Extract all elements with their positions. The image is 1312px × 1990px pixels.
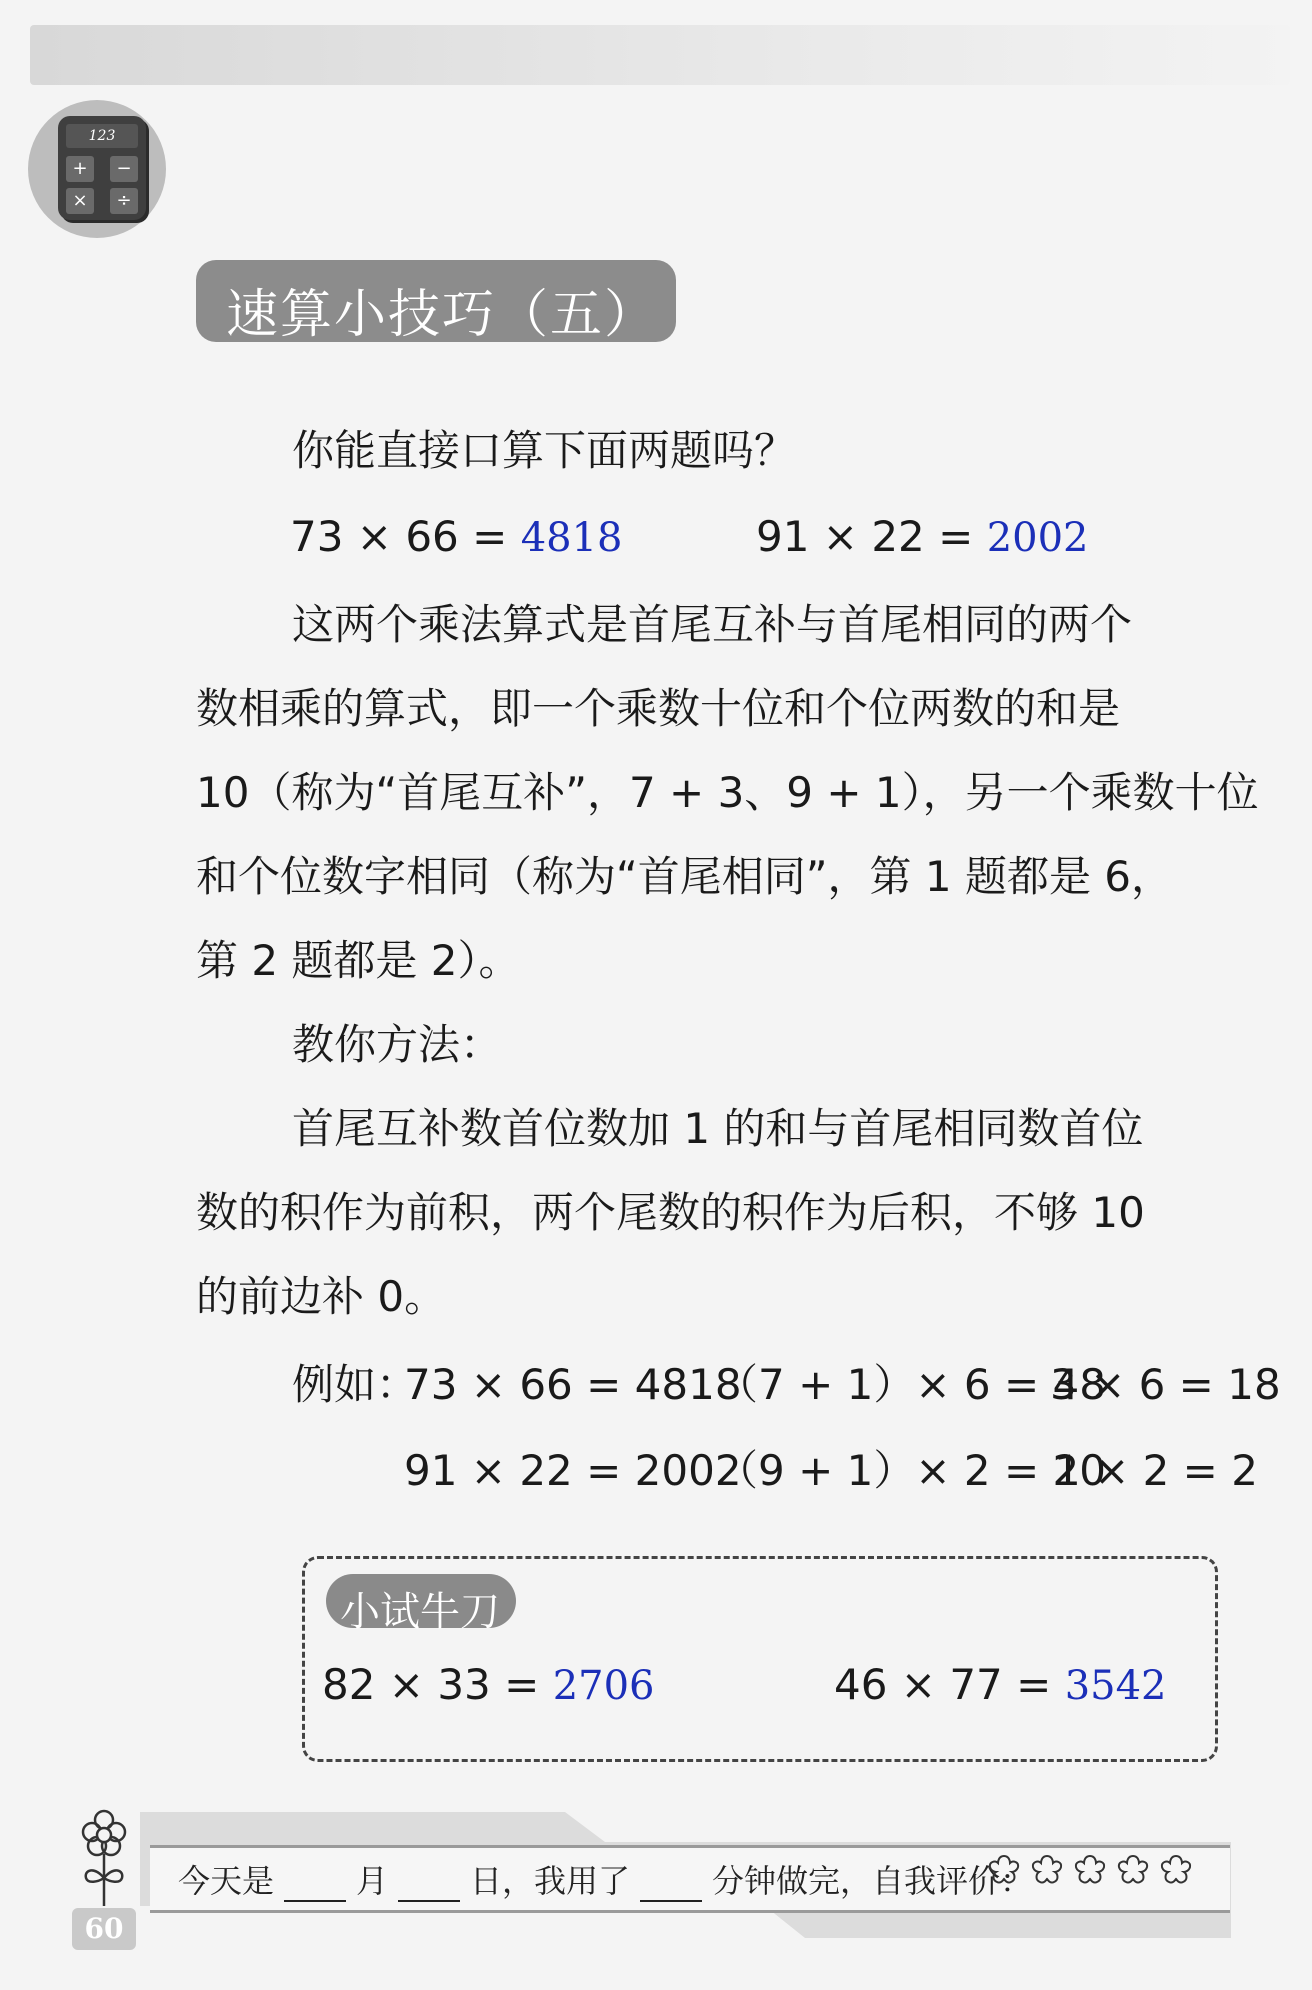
practice-problem-1 (322, 1660, 655, 1709)
explanation-line-5: 第 2 题都是 2）。 (196, 936, 521, 985)
problem-2 (756, 512, 1089, 561)
minutes-blank (640, 1874, 702, 1902)
practice-problem-2-answer: 3542 (1064, 1663, 1167, 1709)
practice-label-badge (326, 1574, 516, 1635)
footer-self-evaluation (178, 1856, 1032, 1902)
practice-problem-1-expr: 82 × 33 = (322, 1660, 540, 1709)
example-1-main: 73 × 66 = 4818 (404, 1360, 742, 1409)
footer-today-label: 今天是 (178, 1862, 275, 1900)
problem-1-answer: 4818 (520, 515, 623, 561)
rating-flower-icon (1115, 1852, 1151, 1888)
example-1-back: 3 × 6 = 18 (1050, 1360, 1281, 1409)
problem-2-answer: 2002 (986, 515, 1089, 561)
rating-flower-icon (1072, 1852, 1108, 1888)
month-blank (284, 1874, 346, 1902)
calculator-icon: 123 + − × ÷ (28, 100, 166, 238)
explanation-line-1: 这两个乘法算式是首尾互补与首尾相同的两个 (292, 600, 1133, 649)
calculator-screen: 123 (66, 124, 138, 148)
method-line-1: 首尾互补数首位数加 1 的和与首尾相同数首位 (292, 1104, 1144, 1153)
top-decorative-band (30, 25, 1290, 85)
example-2-front: （9 + 1）× 2 = 20 (716, 1446, 1106, 1495)
day-blank (398, 1874, 460, 1902)
problem-2-expr: 91 × 22 = (756, 512, 974, 561)
flower-icon (72, 1808, 136, 1908)
footer-minutes-label: 分钟做完，自我评价： (712, 1862, 1033, 1900)
footer-month-label: 月 (356, 1862, 389, 1900)
practice-problem-1-answer: 2706 (552, 1663, 655, 1709)
example-1-front: （7 + 1）× 6 = 48 (716, 1360, 1106, 1409)
problem-1 (290, 512, 623, 561)
explanation-line-3: 10（称为“首尾互补”，7 + 3、9 + 1），另一个乘数十位 (196, 768, 1259, 817)
intro-question: 你能直接口算下面两题吗？ (292, 426, 797, 475)
practice-problem-2-expr: 46 × 77 = (834, 1660, 1052, 1709)
example-2-main: 91 × 22 = 2002 (404, 1446, 742, 1495)
rating-flowers (986, 1852, 1196, 1892)
method-line-2: 数的积作为前积，两个尾数的积作为后积，不够 10 (196, 1188, 1145, 1237)
section-title-banner (196, 260, 676, 345)
rating-flower-icon (1158, 1852, 1194, 1888)
footer-day-label: 日，我用了 (470, 1862, 631, 1900)
example-prefix: 例如： (292, 1360, 419, 1409)
explanation-line-2: 数相乘的算式，即一个乘数十位和个位两数的和是 (196, 684, 1121, 733)
practice-label: 小试牛刀 (340, 1589, 500, 1635)
rating-flower-icon (986, 1852, 1022, 1888)
page-number: 60 (72, 1908, 136, 1950)
method-heading: 教你方法： (292, 1020, 503, 1069)
explanation-line-4: 和个位数字相同（称为“首尾相同”，第 1 题都是 6， (196, 852, 1174, 901)
practice-problem-2 (834, 1660, 1167, 1709)
section-title: 速算小技巧（五） (226, 285, 659, 345)
rating-flower-icon (1029, 1852, 1065, 1888)
example-2-back: 1 × 2 = 2 (1054, 1446, 1258, 1495)
problem-1-expr: 73 × 66 = (290, 512, 508, 561)
method-line-3: 的前边补 0。 (196, 1272, 447, 1321)
